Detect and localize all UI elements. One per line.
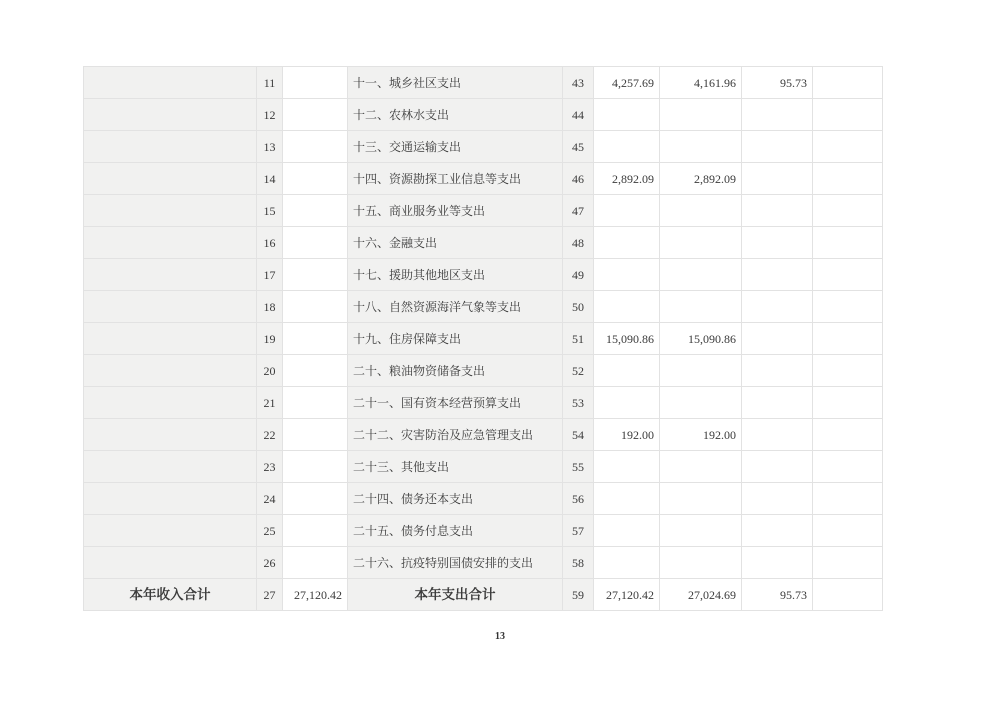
cell-income-amount (283, 515, 348, 547)
cell-income-label (84, 419, 257, 451)
cell-amount-3 (742, 451, 813, 483)
cell-amount-3: 95.73 (742, 579, 813, 611)
cell-income-label: 本年收入合计 (84, 579, 257, 611)
cell-expense-label: 十三、交通运输支出 (348, 131, 563, 163)
cell-amount-1 (594, 387, 660, 419)
cell-income-amount (283, 387, 348, 419)
cell-amount-3 (742, 323, 813, 355)
cell-amount-3 (742, 483, 813, 515)
cell-blank (813, 99, 883, 131)
cell-blank (813, 195, 883, 227)
cell-income-line-no: 23 (257, 451, 283, 483)
table-row (84, 163, 883, 195)
page-number: 13 (495, 631, 505, 642)
table-row (84, 323, 883, 355)
cell-amount-3 (742, 515, 813, 547)
cell-expense-label: 十五、商业服务业等支出 (348, 195, 563, 227)
cell-amount-1 (594, 259, 660, 291)
cell-income-amount (283, 547, 348, 579)
cell-income-label (84, 451, 257, 483)
cell-amount-1: 27,120.42 (594, 579, 660, 611)
cell-expense-line-no: 47 (563, 195, 594, 227)
cell-income-line-no: 26 (257, 547, 283, 579)
cell-amount-1: 2,892.09 (594, 163, 660, 195)
cell-expense-label: 二十四、债务还本支出 (348, 483, 563, 515)
cell-amount-3 (742, 355, 813, 387)
cell-income-amount (283, 323, 348, 355)
cell-amount-1 (594, 291, 660, 323)
cell-expense-line-no: 45 (563, 131, 594, 163)
cell-blank (813, 419, 883, 451)
table-row (84, 387, 883, 419)
cell-amount-3: 95.73 (742, 67, 813, 99)
cell-expense-label: 十二、农林水支出 (348, 99, 563, 131)
cell-expense-line-no: 55 (563, 451, 594, 483)
cell-amount-1: 192.00 (594, 419, 660, 451)
cell-expense-line-no: 56 (563, 483, 594, 515)
cell-expense-label: 二十、粮油物资储备支出 (348, 355, 563, 387)
table-row (84, 291, 883, 323)
cell-expense-label: 本年支出合计 (348, 579, 563, 611)
cell-amount-2: 4,161.96 (660, 67, 742, 99)
cell-income-amount (283, 419, 348, 451)
cell-expense-label: 二十三、其他支出 (348, 451, 563, 483)
cell-income-line-no: 11 (257, 67, 283, 99)
cell-blank (813, 131, 883, 163)
cell-income-amount (283, 99, 348, 131)
cell-amount-2 (660, 131, 742, 163)
cell-amount-3 (742, 387, 813, 419)
cell-amount-2 (660, 547, 742, 579)
table-row (84, 419, 883, 451)
cell-amount-1: 4,257.69 (594, 67, 660, 99)
cell-income-amount: 27,120.42 (283, 579, 348, 611)
cell-income-amount (283, 67, 348, 99)
cell-income-label (84, 259, 257, 291)
cell-income-label (84, 483, 257, 515)
cell-amount-2 (660, 451, 742, 483)
cell-amount-1 (594, 227, 660, 259)
cell-amount-2: 27,024.69 (660, 579, 742, 611)
table-row (84, 67, 883, 99)
cell-income-amount (283, 195, 348, 227)
table-row (84, 483, 883, 515)
cell-amount-3 (742, 99, 813, 131)
cell-income-label (84, 323, 257, 355)
cell-amount-2: 15,090.86 (660, 323, 742, 355)
table-row (84, 355, 883, 387)
cell-expense-label: 二十一、国有资本经营预算支出 (348, 387, 563, 419)
cell-income-line-no: 15 (257, 195, 283, 227)
cell-expense-label: 十六、金融支出 (348, 227, 563, 259)
cell-income-amount (283, 483, 348, 515)
cell-amount-3 (742, 131, 813, 163)
cell-amount-2: 2,892.09 (660, 163, 742, 195)
cell-amount-1 (594, 195, 660, 227)
cell-expense-line-no: 59 (563, 579, 594, 611)
cell-expense-line-no: 57 (563, 515, 594, 547)
cell-amount-3 (742, 227, 813, 259)
budget-table (83, 66, 883, 611)
cell-amount-2 (660, 227, 742, 259)
cell-income-line-no: 12 (257, 99, 283, 131)
cell-amount-2 (660, 355, 742, 387)
cell-amount-1 (594, 483, 660, 515)
cell-income-label (84, 163, 257, 195)
cell-amount-1 (594, 99, 660, 131)
cell-amount-2 (660, 515, 742, 547)
table-row (84, 99, 883, 131)
cell-expense-label: 十四、资源勘探工业信息等支出 (348, 163, 563, 195)
cell-income-line-no: 18 (257, 291, 283, 323)
table-total-row (84, 579, 883, 611)
cell-expense-label: 十九、住房保障支出 (348, 323, 563, 355)
cell-income-line-no: 27 (257, 579, 283, 611)
cell-expense-label: 十七、援助其他地区支出 (348, 259, 563, 291)
cell-blank (813, 259, 883, 291)
cell-amount-2 (660, 195, 742, 227)
cell-income-line-no: 24 (257, 483, 283, 515)
cell-income-label (84, 195, 257, 227)
table-row (84, 547, 883, 579)
cell-income-amount (283, 291, 348, 323)
cell-income-line-no: 16 (257, 227, 283, 259)
cell-expense-line-no: 49 (563, 259, 594, 291)
cell-income-line-no: 14 (257, 163, 283, 195)
cell-expense-label: 十一、城乡社区支出 (348, 67, 563, 99)
cell-amount-3 (742, 163, 813, 195)
cell-blank (813, 547, 883, 579)
cell-income-label (84, 227, 257, 259)
table-row (84, 131, 883, 163)
cell-income-amount (283, 163, 348, 195)
cell-blank (813, 291, 883, 323)
cell-income-label (84, 387, 257, 419)
cell-income-label (84, 355, 257, 387)
budget-table-body (84, 67, 883, 611)
cell-expense-line-no: 52 (563, 355, 594, 387)
cell-amount-3 (742, 291, 813, 323)
cell-amount-1: 15,090.86 (594, 323, 660, 355)
cell-blank (813, 227, 883, 259)
cell-income-line-no: 25 (257, 515, 283, 547)
cell-blank (813, 515, 883, 547)
cell-expense-line-no: 50 (563, 291, 594, 323)
cell-expense-line-no: 43 (563, 67, 594, 99)
cell-amount-2: 192.00 (660, 419, 742, 451)
cell-amount-2 (660, 387, 742, 419)
cell-income-amount (283, 227, 348, 259)
cell-blank (813, 163, 883, 195)
cell-expense-line-no: 46 (563, 163, 594, 195)
cell-blank (813, 387, 883, 419)
cell-amount-3 (742, 419, 813, 451)
cell-blank (813, 323, 883, 355)
cell-income-label (84, 67, 257, 99)
cell-income-line-no: 20 (257, 355, 283, 387)
cell-income-line-no: 22 (257, 419, 283, 451)
cell-income-amount (283, 451, 348, 483)
cell-income-label (84, 291, 257, 323)
cell-amount-3 (742, 259, 813, 291)
table-row (84, 227, 883, 259)
cell-amount-2 (660, 483, 742, 515)
cell-blank (813, 355, 883, 387)
cell-income-line-no: 13 (257, 131, 283, 163)
cell-expense-label: 二十二、灾害防治及应急管理支出 (348, 419, 563, 451)
cell-income-label (84, 131, 257, 163)
cell-amount-3 (742, 547, 813, 579)
cell-amount-2 (660, 99, 742, 131)
cell-expense-line-no: 44 (563, 99, 594, 131)
cell-income-line-no: 17 (257, 259, 283, 291)
cell-amount-1 (594, 515, 660, 547)
cell-income-label (84, 515, 257, 547)
cell-expense-line-no: 54 (563, 419, 594, 451)
cell-amount-2 (660, 259, 742, 291)
cell-expense-line-no: 51 (563, 323, 594, 355)
cell-expense-label: 二十六、抗疫特别国债安排的支出 (348, 547, 563, 579)
cell-amount-1 (594, 355, 660, 387)
cell-amount-1 (594, 451, 660, 483)
cell-expense-label: 二十五、债务付息支出 (348, 515, 563, 547)
cell-income-label (84, 547, 257, 579)
cell-income-line-no: 21 (257, 387, 283, 419)
table-row (84, 259, 883, 291)
cell-income-line-no: 19 (257, 323, 283, 355)
cell-blank (813, 67, 883, 99)
cell-amount-3 (742, 195, 813, 227)
table-row (84, 515, 883, 547)
cell-expense-line-no: 53 (563, 387, 594, 419)
cell-blank (813, 483, 883, 515)
cell-expense-line-no: 48 (563, 227, 594, 259)
cell-blank (813, 451, 883, 483)
cell-expense-label: 十八、自然资源海洋气象等支出 (348, 291, 563, 323)
table-row (84, 195, 883, 227)
cell-expense-line-no: 58 (563, 547, 594, 579)
cell-income-amount (283, 131, 348, 163)
cell-income-amount (283, 355, 348, 387)
cell-income-amount (283, 259, 348, 291)
cell-blank (813, 579, 883, 611)
cell-amount-2 (660, 291, 742, 323)
table-row (84, 451, 883, 483)
cell-amount-1 (594, 131, 660, 163)
cell-amount-1 (594, 547, 660, 579)
cell-income-label (84, 99, 257, 131)
